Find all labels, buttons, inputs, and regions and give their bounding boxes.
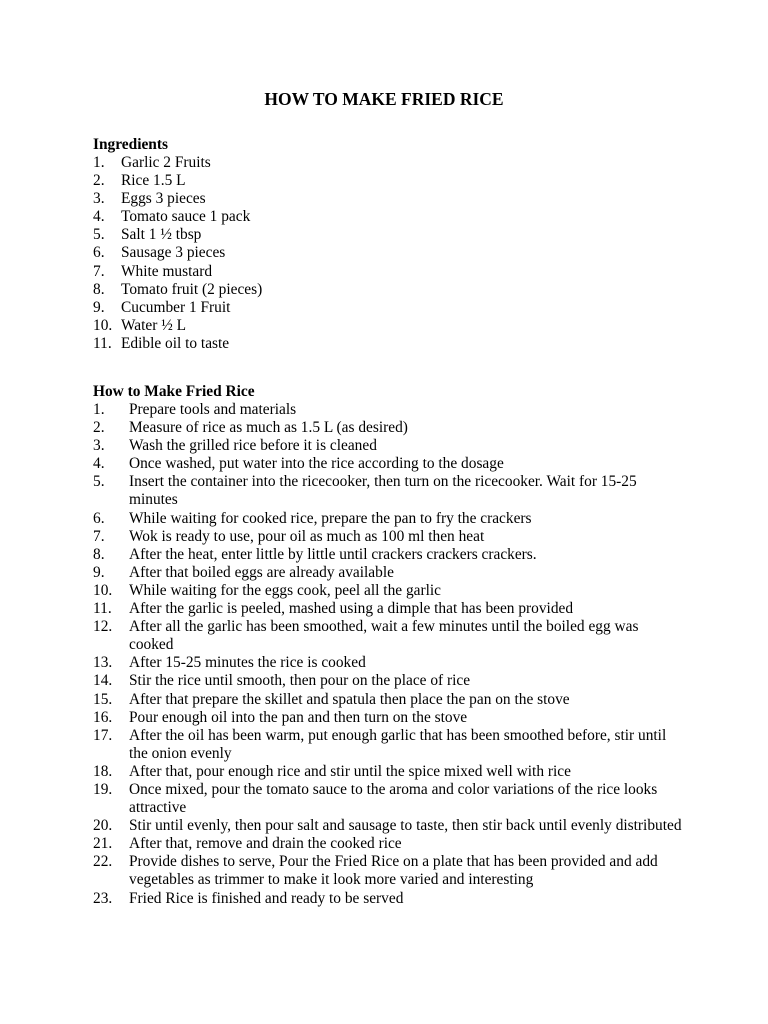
step-item-number: 17. [93, 726, 113, 744]
step-item-number: 9. [93, 563, 105, 581]
ingredient-item-text: Edible oil to taste [121, 334, 230, 352]
step-item [93, 781, 683, 817]
step-item [93, 763, 683, 781]
step-item-text: Wash the grilled rice before it is cleaned [129, 437, 377, 455]
step-item-text: While waiting for cooked rice, prepare the pan to fry the crackers [129, 509, 532, 527]
step-item-number: 3. [93, 437, 105, 455]
ingredient-item-number: 6. [93, 244, 105, 262]
step-item [93, 709, 683, 727]
step-item [93, 853, 683, 889]
ingredient-item-text: White mustard [121, 262, 213, 280]
step-item [93, 455, 683, 473]
ingredient-item-number: 7. [93, 262, 105, 280]
step-item-text: After the heat, enter little by little until crackers crackers crackers. [129, 545, 537, 563]
step-item-text: Provide dishes to serve, Pour the Fried Rice on a plate that has been provided and add vegetables as trimmer to make it look more varied and interesting [129, 853, 658, 889]
step-item [93, 727, 683, 763]
ingredient-item [93, 208, 693, 226]
ingredient-item-number: 4. [93, 208, 105, 226]
step-item-number: 1. [93, 401, 105, 418]
ingredient-item-text: Garlic 2 Fruits [121, 154, 211, 171]
step-item-text: Stir the rice until smooth, then pour on the place of rice [129, 672, 471, 690]
ingredient-item-number: 2. [93, 172, 105, 190]
ingredient-item [93, 335, 693, 353]
step-item-text: Prepare tools and materials [129, 401, 297, 418]
step-item-number: 8. [93, 545, 105, 563]
ingredient-item [93, 281, 693, 299]
step-item-number: 10. [93, 581, 113, 599]
step-item [93, 546, 683, 564]
steps-heading: How to Make Fried Rice [93, 383, 255, 400]
ingredient-item [93, 317, 693, 335]
step-item-text: Pour enough oil into the pan and then turn on the stove [129, 708, 468, 726]
step-item-number: 4. [93, 455, 105, 473]
step-item-number: 2. [93, 419, 105, 437]
step-item-number: 7. [93, 527, 105, 545]
step-item [93, 473, 683, 509]
step-item [93, 835, 683, 853]
ingredients-heading: Ingredients [93, 136, 168, 153]
step-item-number: 18. [93, 762, 113, 780]
step-item [93, 890, 683, 908]
step-item-text: Once washed, put water into the rice according to the dosage [129, 455, 504, 473]
step-item-number: 19. [93, 780, 113, 798]
step-item [93, 618, 683, 654]
step-item [93, 437, 683, 455]
step-item-number: 22. [93, 853, 113, 871]
step-item-number: 6. [93, 509, 105, 527]
step-item-number: 15. [93, 690, 113, 708]
step-item-text: After all the garlic has been smoothed, wait a few minutes until the boiled egg was cooked [129, 618, 639, 654]
step-item [93, 582, 683, 600]
step-item-text: Measure of rice as much as 1.5 L (as desired) [129, 419, 408, 437]
step-item [93, 528, 683, 546]
step-item-text: Stir until evenly, then pour salt and sausage to taste, then stir back until evenly distributed [129, 817, 682, 835]
ingredient-item [93, 172, 693, 190]
step-item-number: 16. [93, 708, 113, 726]
step-item [93, 401, 683, 419]
ingredient-item-number: 11. [93, 334, 112, 352]
step-item-text: Once mixed, pour the tomato sauce to the aroma and color variations of the rice looks attractive [129, 780, 658, 817]
step-item [93, 510, 683, 528]
step-item-text: Insert the container into the ricecooker, then turn on the ricecooker. Wait for 15-25 minutes [129, 473, 637, 509]
ingredient-item-text: Rice 1.5 L [121, 172, 186, 190]
ingredient-item-number: 8. [93, 280, 105, 298]
step-item-number: 12. [93, 618, 113, 636]
step-item-text: After 15-25 minutes the rice is cooked [129, 654, 366, 672]
ingredient-item-text: Water ½ L [121, 316, 186, 334]
step-item-text: While waiting for the eggs cook, peel all the garlic [129, 581, 441, 599]
ingredient-item-text: Sausage 3 pieces [121, 244, 226, 262]
ingredient-item-text: Tomato sauce 1 pack [121, 208, 251, 226]
ingredient-item-number: 10. [93, 316, 113, 334]
step-item [93, 600, 683, 618]
ingredient-item [93, 299, 693, 317]
ingredient-item-text: Cucumber 1 Fruit [121, 298, 231, 316]
step-item-number: 20. [93, 817, 113, 835]
ingredient-item [93, 154, 693, 172]
ingredient-item-number: 3. [93, 190, 105, 208]
step-item [93, 654, 683, 672]
step-item [93, 817, 683, 835]
step-item-text: After that prepare the skillet and spatula then place the pan on the stove [129, 690, 570, 708]
ingredients-list [93, 154, 693, 353]
steps-list [93, 401, 683, 908]
step-item-text: After that, pour enough rice and stir until the spice mixed well with rice [129, 762, 571, 780]
step-item-number: 11. [93, 600, 112, 618]
ingredient-item [93, 263, 693, 281]
step-item [93, 419, 683, 437]
ingredient-item [93, 226, 693, 244]
ingredient-item-number: 9. [93, 298, 105, 316]
ingredient-item-text: Eggs 3 pieces [121, 190, 206, 208]
step-item-text: Fried Rice is finished and ready to be served [129, 889, 404, 907]
ingredient-item-number: 5. [93, 226, 105, 244]
step-item-text: After that boiled eggs are already available [129, 563, 394, 581]
step-item-text: Wok is ready to use, pour oil as much as 100 ml then heat [129, 527, 485, 545]
step-item-text: After that, remove and drain the cooked rice [129, 835, 402, 853]
step-item-number: 21. [93, 835, 113, 853]
ingredient-item [93, 190, 693, 208]
step-item-number: 14. [93, 672, 113, 690]
step-item [93, 691, 683, 709]
step-item [93, 672, 683, 690]
step-item [93, 564, 683, 582]
ingredient-item [93, 244, 693, 262]
step-item-text: After the oil has been warm, put enough garlic that has been smoothed before, stir until the onion evenly [129, 726, 667, 762]
step-item-number: 13. [93, 654, 113, 672]
step-item-number: 23. [93, 889, 113, 907]
ingredient-item-text: Tomato fruit (2 pieces) [121, 280, 263, 298]
step-item-number: 5. [93, 473, 105, 491]
step-item-text: After the garlic is peeled, mashed using a dimple that has been provided [129, 600, 574, 618]
ingredient-item-text: Salt 1 ½ tbsp [121, 226, 202, 244]
page-title: HOW TO MAKE FRIED RICE [264, 89, 504, 109]
ingredient-item-number: 1. [93, 154, 105, 171]
